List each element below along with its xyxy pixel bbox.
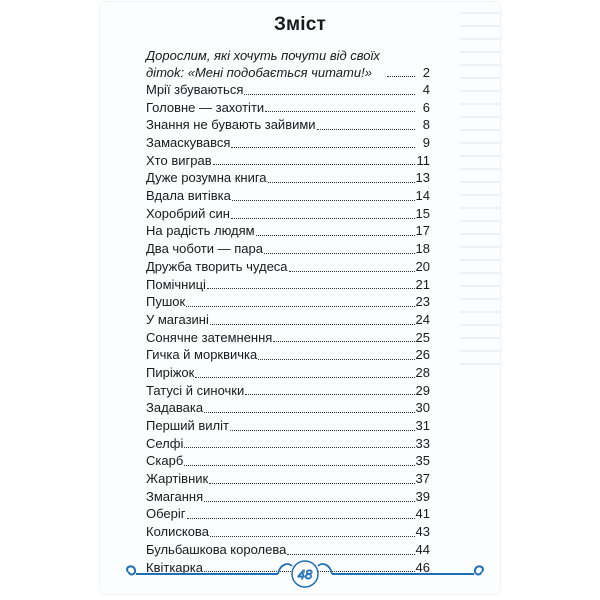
toc-entry-label: Оберіг xyxy=(146,506,186,522)
toc-entry-label: Змагання xyxy=(146,488,204,504)
toc-entry xyxy=(146,452,430,470)
toc-entry-page: 25 xyxy=(415,329,430,345)
leader-dots xyxy=(209,482,414,484)
toc-entry xyxy=(146,276,430,294)
toc-entry-page: 37 xyxy=(415,471,430,487)
leader-dots xyxy=(265,110,415,112)
leader-dots xyxy=(268,181,415,183)
toc-entry-page: 15 xyxy=(415,205,430,221)
toc-entry-label: Пиріжок xyxy=(146,364,195,380)
ornament-bracket-right xyxy=(318,564,332,574)
toc-entry-label: Замаскувався xyxy=(146,135,231,151)
toc-entry xyxy=(146,240,430,258)
page-number: 48 xyxy=(297,567,313,582)
toc-entry-page: 18 xyxy=(415,241,430,257)
toc-entry xyxy=(146,417,430,435)
ornament-swirl-left xyxy=(127,566,135,574)
toc-entry xyxy=(146,506,430,524)
toc-entry xyxy=(146,99,430,117)
toc-entry-label: Сонячне затемнення xyxy=(146,329,273,345)
toc-entry-label: Знання не бувають зайвими xyxy=(146,117,316,133)
toc-entry xyxy=(146,293,430,311)
leader-dots xyxy=(195,376,414,378)
leader-dots xyxy=(289,270,415,272)
leader-dots xyxy=(184,464,414,466)
toc-entry-page: 17 xyxy=(415,223,430,239)
toc-entry-label: Колискова xyxy=(146,524,209,540)
leader-dots xyxy=(213,163,415,165)
ornament-swirl-right xyxy=(475,566,483,574)
table-of-contents xyxy=(146,45,430,576)
toc-entry xyxy=(146,541,430,559)
toc-entry xyxy=(146,169,430,187)
toc-entry-page: 46 xyxy=(415,559,430,575)
toc-entry xyxy=(146,364,430,382)
toc-entry-page: 20 xyxy=(415,258,430,274)
leader-dots xyxy=(210,323,415,325)
leader-dots xyxy=(387,75,415,77)
toc-entry-label: Селфі xyxy=(146,435,184,451)
toc-entry-page: 26 xyxy=(415,347,430,363)
toc-entry-label: Татусі й синочки xyxy=(146,382,245,398)
toc-entry xyxy=(146,223,430,241)
leader-dots xyxy=(258,358,414,360)
toc-entry xyxy=(146,399,430,417)
toc-entry-page: 28 xyxy=(415,364,430,380)
leader-dots xyxy=(317,128,415,130)
show-through-texture xyxy=(460,12,500,372)
leader-dots xyxy=(287,553,414,555)
toc-entry-label: Гичка й морквичка xyxy=(146,347,258,363)
toc-entry-page: 44 xyxy=(415,541,430,557)
toc-entry-label: На радість людям xyxy=(146,223,255,239)
toc-entry-page: 29 xyxy=(415,382,430,398)
toc-entry-label: Дуже розумна книга xyxy=(146,170,267,186)
leader-dots xyxy=(204,411,414,413)
toc-entry-page: 39 xyxy=(415,488,430,504)
leader-dots xyxy=(231,217,415,219)
toc-entry-label: Хто виграв xyxy=(146,152,212,168)
toc-entry xyxy=(146,152,430,170)
footer-ornament xyxy=(120,560,490,590)
leader-dots xyxy=(207,287,415,289)
toc-entry xyxy=(146,134,430,152)
toc-entry xyxy=(146,329,430,347)
ornament-bracket-left xyxy=(278,564,292,574)
toc-entry-label: Дорослим, які хочуть почути від своїх дітоk: «Мені подобається читати!» xyxy=(146,48,380,80)
toc-entry-page: 13 xyxy=(415,170,430,186)
leader-dots xyxy=(264,252,415,254)
toc-entry-page: 9 xyxy=(422,135,430,151)
toc-entry xyxy=(146,81,430,99)
toc-entry xyxy=(146,116,430,134)
toc-entry-label: У магазині xyxy=(146,311,209,327)
toc-entry-page: 21 xyxy=(415,276,430,292)
toc-entry-label: Помічниці xyxy=(146,276,206,292)
toc-entry xyxy=(146,45,430,81)
toc-entry-label: Перший виліт xyxy=(146,418,229,434)
toc-entry xyxy=(146,258,430,276)
toc-entry xyxy=(146,523,430,541)
toc-entry xyxy=(146,346,430,364)
toc-entry-label: Два чоботи — пара xyxy=(146,241,263,257)
toc-entry-page: 24 xyxy=(415,311,430,327)
toc-entry-label: Скарб xyxy=(146,453,184,469)
toc-entry-page: 35 xyxy=(415,453,430,469)
toc-entry-page: 30 xyxy=(415,400,430,416)
leader-dots xyxy=(186,305,414,307)
toc-entry-page: 6 xyxy=(422,99,430,115)
toc-entry-page: 43 xyxy=(415,524,430,540)
page-title: Зміст xyxy=(273,14,327,35)
toc-entry-label: Головне — захотіти xyxy=(146,99,265,115)
leader-dots xyxy=(256,234,415,236)
leader-dots xyxy=(244,93,415,95)
toc-entry xyxy=(146,205,430,223)
leader-dots xyxy=(273,340,414,342)
leader-dots xyxy=(210,535,415,537)
toc-entry-label: Задавака xyxy=(146,400,204,416)
toc-entry xyxy=(146,488,430,506)
toc-entry xyxy=(146,470,430,488)
toc-entry-label: Бульбашкова королева xyxy=(146,541,287,557)
toc-entry-page: 14 xyxy=(415,188,430,204)
leader-dots xyxy=(232,199,415,201)
toc-entry-page: 11 xyxy=(416,152,430,168)
toc-entry-page: 31 xyxy=(415,418,430,434)
toc-entry-label: Дружба творить чудеса xyxy=(146,258,288,274)
toc-entry xyxy=(146,311,430,329)
toc-entry-label: Жартівник xyxy=(146,471,209,487)
toc-entry-page: 41 xyxy=(415,506,430,522)
leader-dots xyxy=(187,517,415,519)
toc-entry-label: Квіткарка xyxy=(146,559,203,575)
toc-entry xyxy=(146,435,430,453)
toc-entry-page: 33 xyxy=(415,435,430,451)
toc-entry-page: 2 xyxy=(422,65,430,80)
leader-dots xyxy=(204,500,414,502)
leader-dots xyxy=(230,429,415,431)
leader-dots xyxy=(231,146,415,148)
toc-entry-page: 4 xyxy=(422,81,430,97)
toc-entry xyxy=(146,382,430,400)
toc-entry-label: Вдала витівка xyxy=(146,188,231,204)
toc-entry-page: 23 xyxy=(415,294,430,310)
toc-entry xyxy=(146,187,430,205)
toc-entry-label: Пушок xyxy=(146,294,186,310)
leader-dots xyxy=(184,446,414,448)
toc-entry-label: Хоробрий син xyxy=(146,205,230,221)
toc-entry-page: 8 xyxy=(422,117,430,133)
leader-dots xyxy=(245,393,414,395)
toc-entry-label: Мрії збуваються xyxy=(146,81,244,97)
